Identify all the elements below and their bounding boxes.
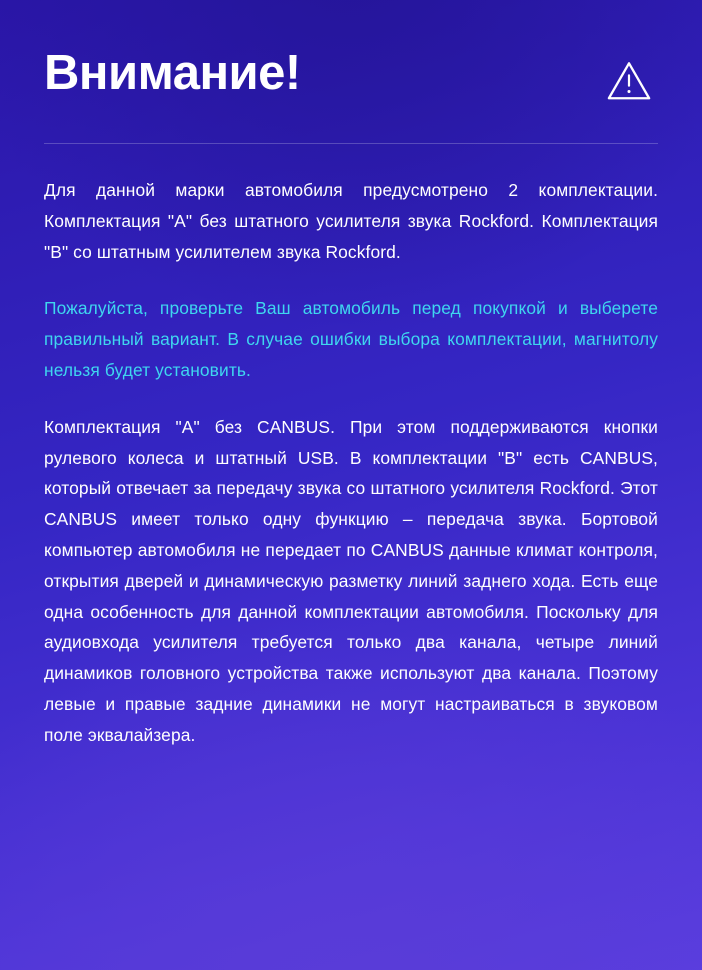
paragraph-intro: Для данной марки автомобиля предусмотрено 2 комплектации. Комплектация "A" без штатного усилителя звука Rockford. Комплектация "B" со штатным усилителем звука Rockford. [44, 180, 658, 262]
page-title: Внимание! [44, 46, 301, 100]
paragraph-details: Комплектация "A" без CANBUS. При этом поддерживаются кнопки рулевого колеса и штатный USB. В комплектации "B" есть CANBUS, который отвечает за передачу звука со штатного усилителя Rockford. Этот CANBUS имеет только одну функцию – передача звука. Бортовой компьютер автомобиля не передает по CANBUS данные климат контроля, открытия дверей и динамическую разметку линий заднего хода. Есть еще одна особенность для данной комплектации автомобиля. Поскольку для аудиовхода усилителя требуется только два канала, четыре линий динамиков головного устройства также используют два канала. Поэтому левые и правые задние динамики не могут настраиваться в звуковом поле эквалайзера. [44, 416, 658, 745]
paragraph-warning: Пожалуйста, проверьте Ваш автомобиль перед покупкой и выберете правильный вариант. В случае ошибки выбора комплектации, магнитолу нельзя будет установить. [44, 298, 658, 380]
notice-body [44, 175, 658, 751]
header-divider [44, 143, 658, 144]
page-header [44, 42, 658, 104]
warning-triangle-icon [606, 58, 652, 104]
